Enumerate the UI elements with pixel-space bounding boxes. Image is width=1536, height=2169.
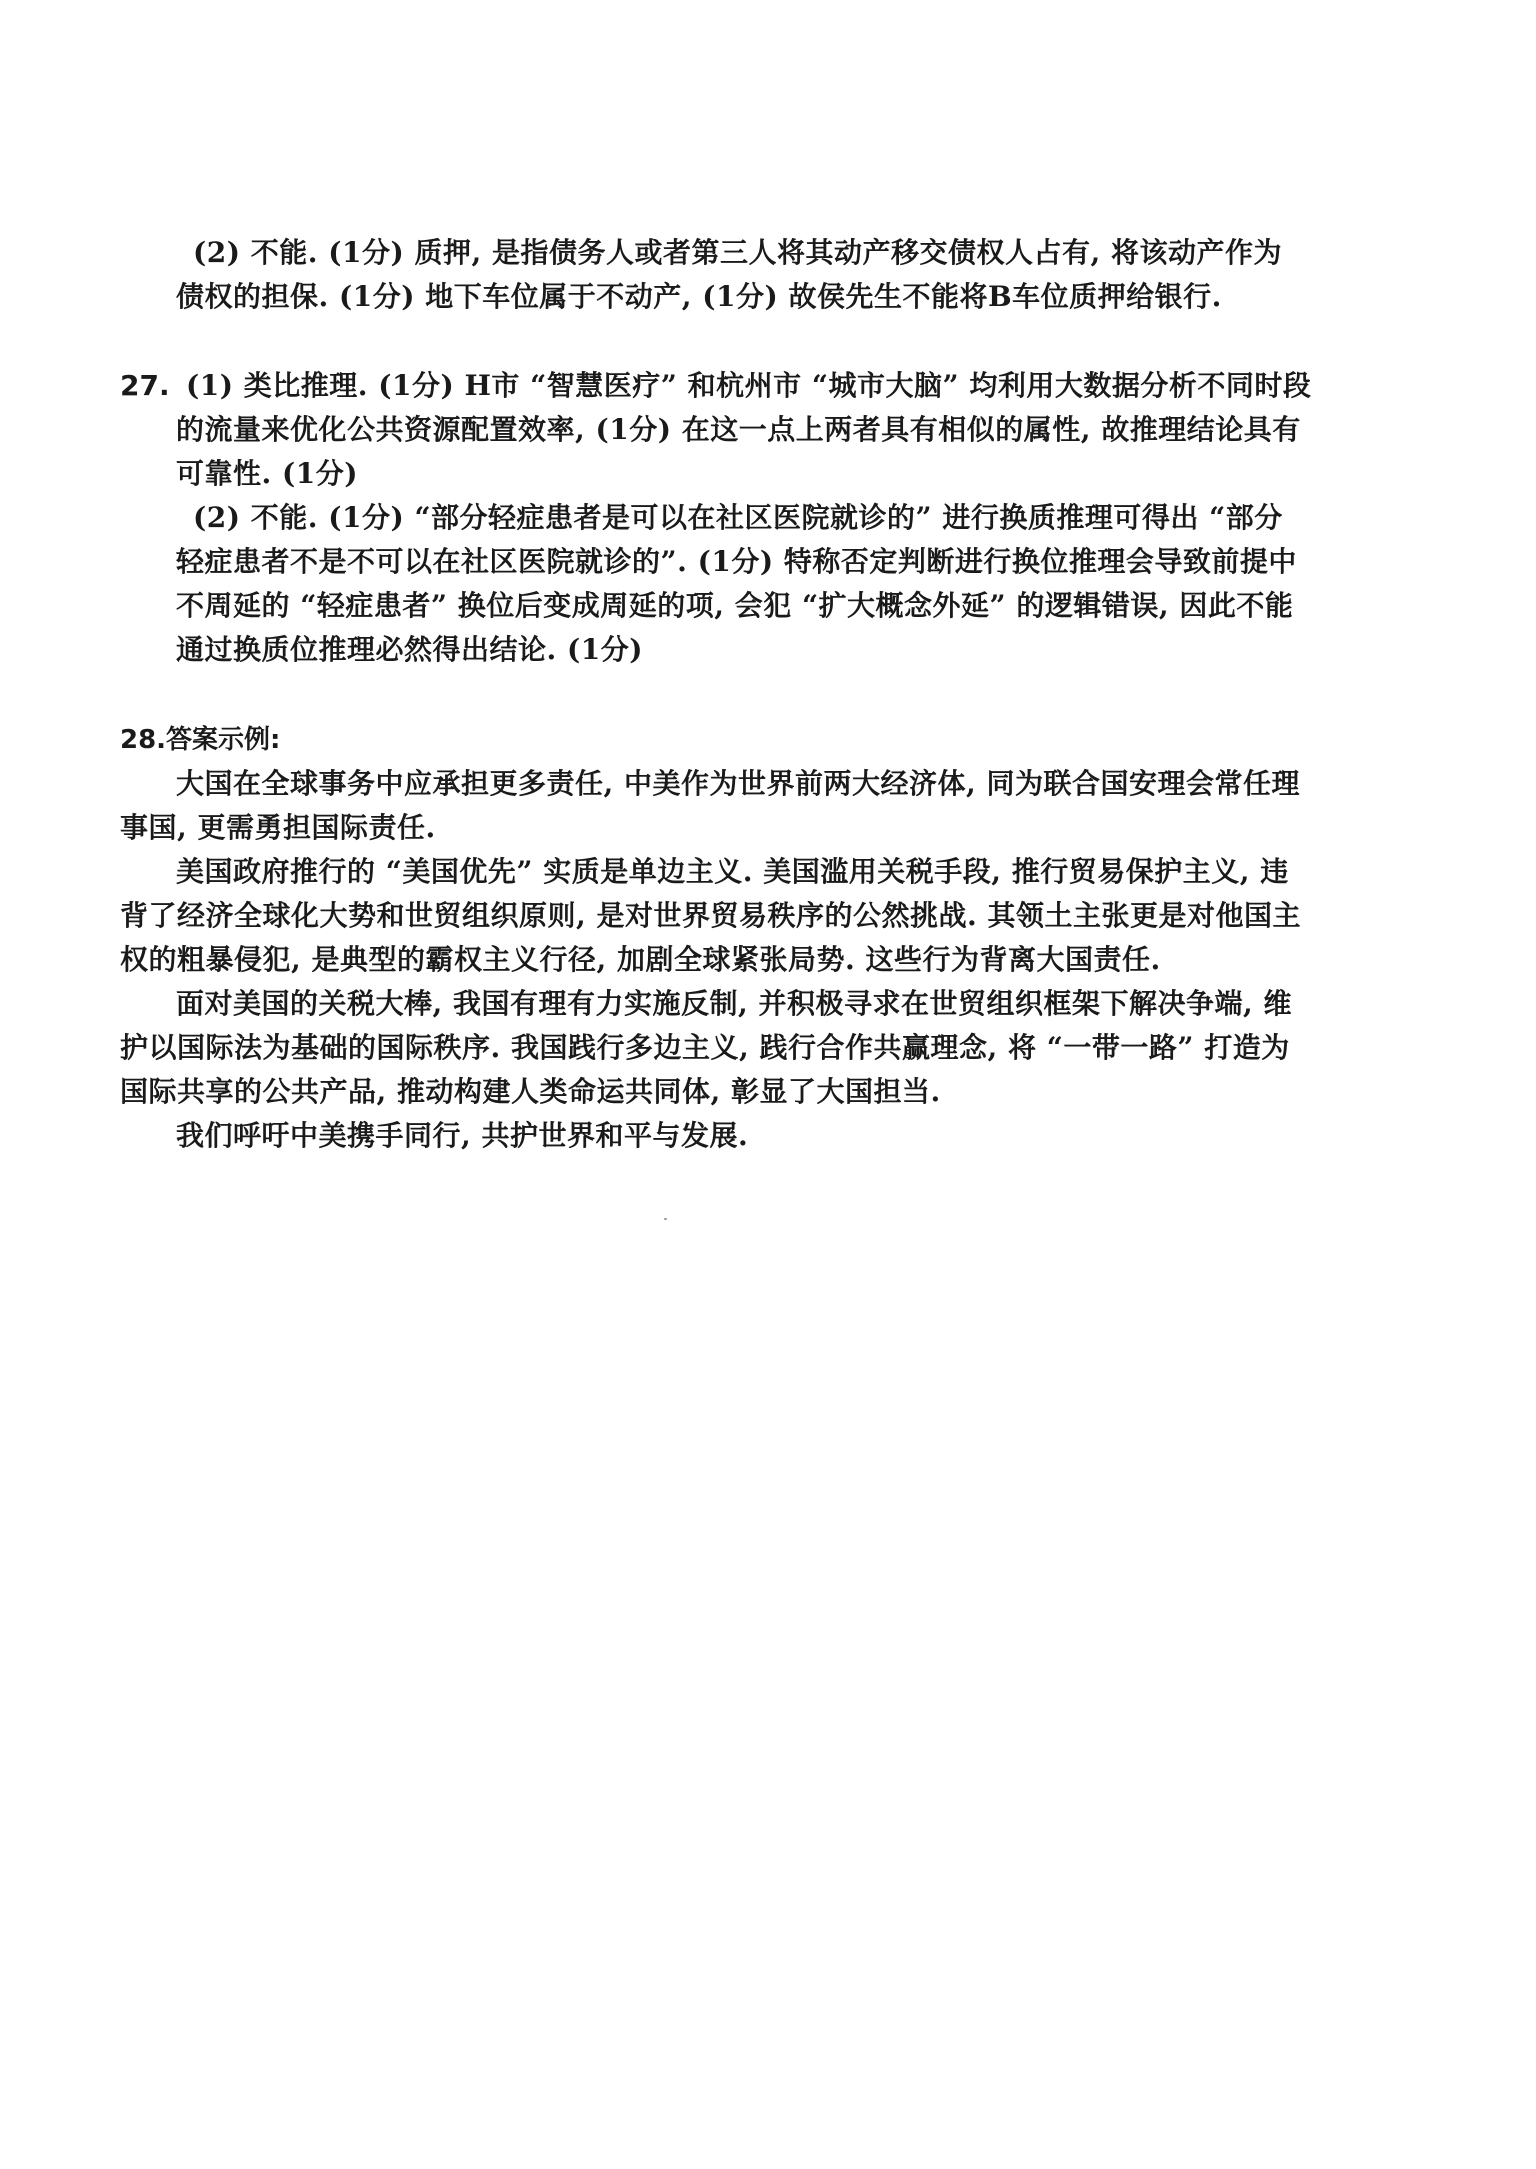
q27-line7: 通过换质位推理必然得出结论. (1分) xyxy=(176,633,643,666)
q28-p3-line1: 面对美国的关税大棒, 我国有理有力实施反制, 并积极寻求在世贸组织框架下解决争端, 维 xyxy=(176,987,1292,1020)
q28-p4-line1: 我们呼吁中美携手同行, 共护世界和平与发展. xyxy=(176,1119,749,1152)
q26-part2-line2: 债权的担保. (1分) 地下车位属于不动产, (1分) 故侯先生不能将B车位质押给银行. xyxy=(176,280,1222,313)
scan-speck xyxy=(664,1218,667,1220)
q27-number: 27. xyxy=(120,369,170,402)
q27-line6: 不周延的 “轻症患者” 换位后变成周延的项, 会犯 “扩大概念外延” 的逻辑错误, 因此不能 xyxy=(176,589,1294,622)
q28-p1-line1: 大国在全球事务中应承担更多责任, 中美作为世界前两大经济体, 同为联合国安理会常任理 xyxy=(176,767,1300,800)
q26-part2-line1: (2) 不能. (1分) 质押, 是指债务人或者第三人将其动产移交债权人占有, 将该动产作为 xyxy=(193,236,1282,269)
q28-heading: 28.答案示例: xyxy=(120,725,281,755)
q27-line3: 可靠性. (1分) xyxy=(176,457,358,490)
q27-line1: (1) 类比推理. (1分) H市 “智慧医疗” 和杭州市 “城市大脑” 均利用大数据分析不同时段 xyxy=(186,369,1312,402)
q27-line4: (2) 不能. (1分) “部分轻症患者是可以在社区医院就诊的” 进行换质推理可得出 “部分 xyxy=(193,501,1283,534)
q27-line5: 轻症患者不是不可以在社区医院就诊的”. (1分) 特称否定判断进行换位推理会导致前提中 xyxy=(176,545,1297,578)
q28-p1-line2: 事国, 更需勇担国际责任. xyxy=(120,811,436,844)
q27-line2: 的流量来优化公共资源配置效率, (1分) 在这一点上两者具有相似的属性, 故推理结论具有 xyxy=(176,413,1301,446)
q28-p3-line2: 护以国际法为基础的国际秩序. 我国践行多边主义, 践行合作共赢理念, 将 “一带一路” 打造为 xyxy=(120,1031,1290,1064)
q28-p2-line2: 背了经济全球化大势和世贸组织原则, 是对世界贸易秩序的公然挑战. 其领土主张更是对他国主 xyxy=(120,899,1301,932)
q28-p2-line3: 权的粗暴侵犯, 是典型的霸权主义行径, 加剧全球紧张局势. 这些行为背离大国责任. xyxy=(120,943,1161,976)
q28-p2-line1: 美国政府推行的 “美国优先” 实质是单边主义. 美国滥用关税手段, 推行贸易保护主义, 违 xyxy=(176,855,1289,888)
q28-p3-line3: 国际共享的公共产品, 推动构建人类命运共同体, 彰显了大国担当. xyxy=(120,1075,941,1108)
